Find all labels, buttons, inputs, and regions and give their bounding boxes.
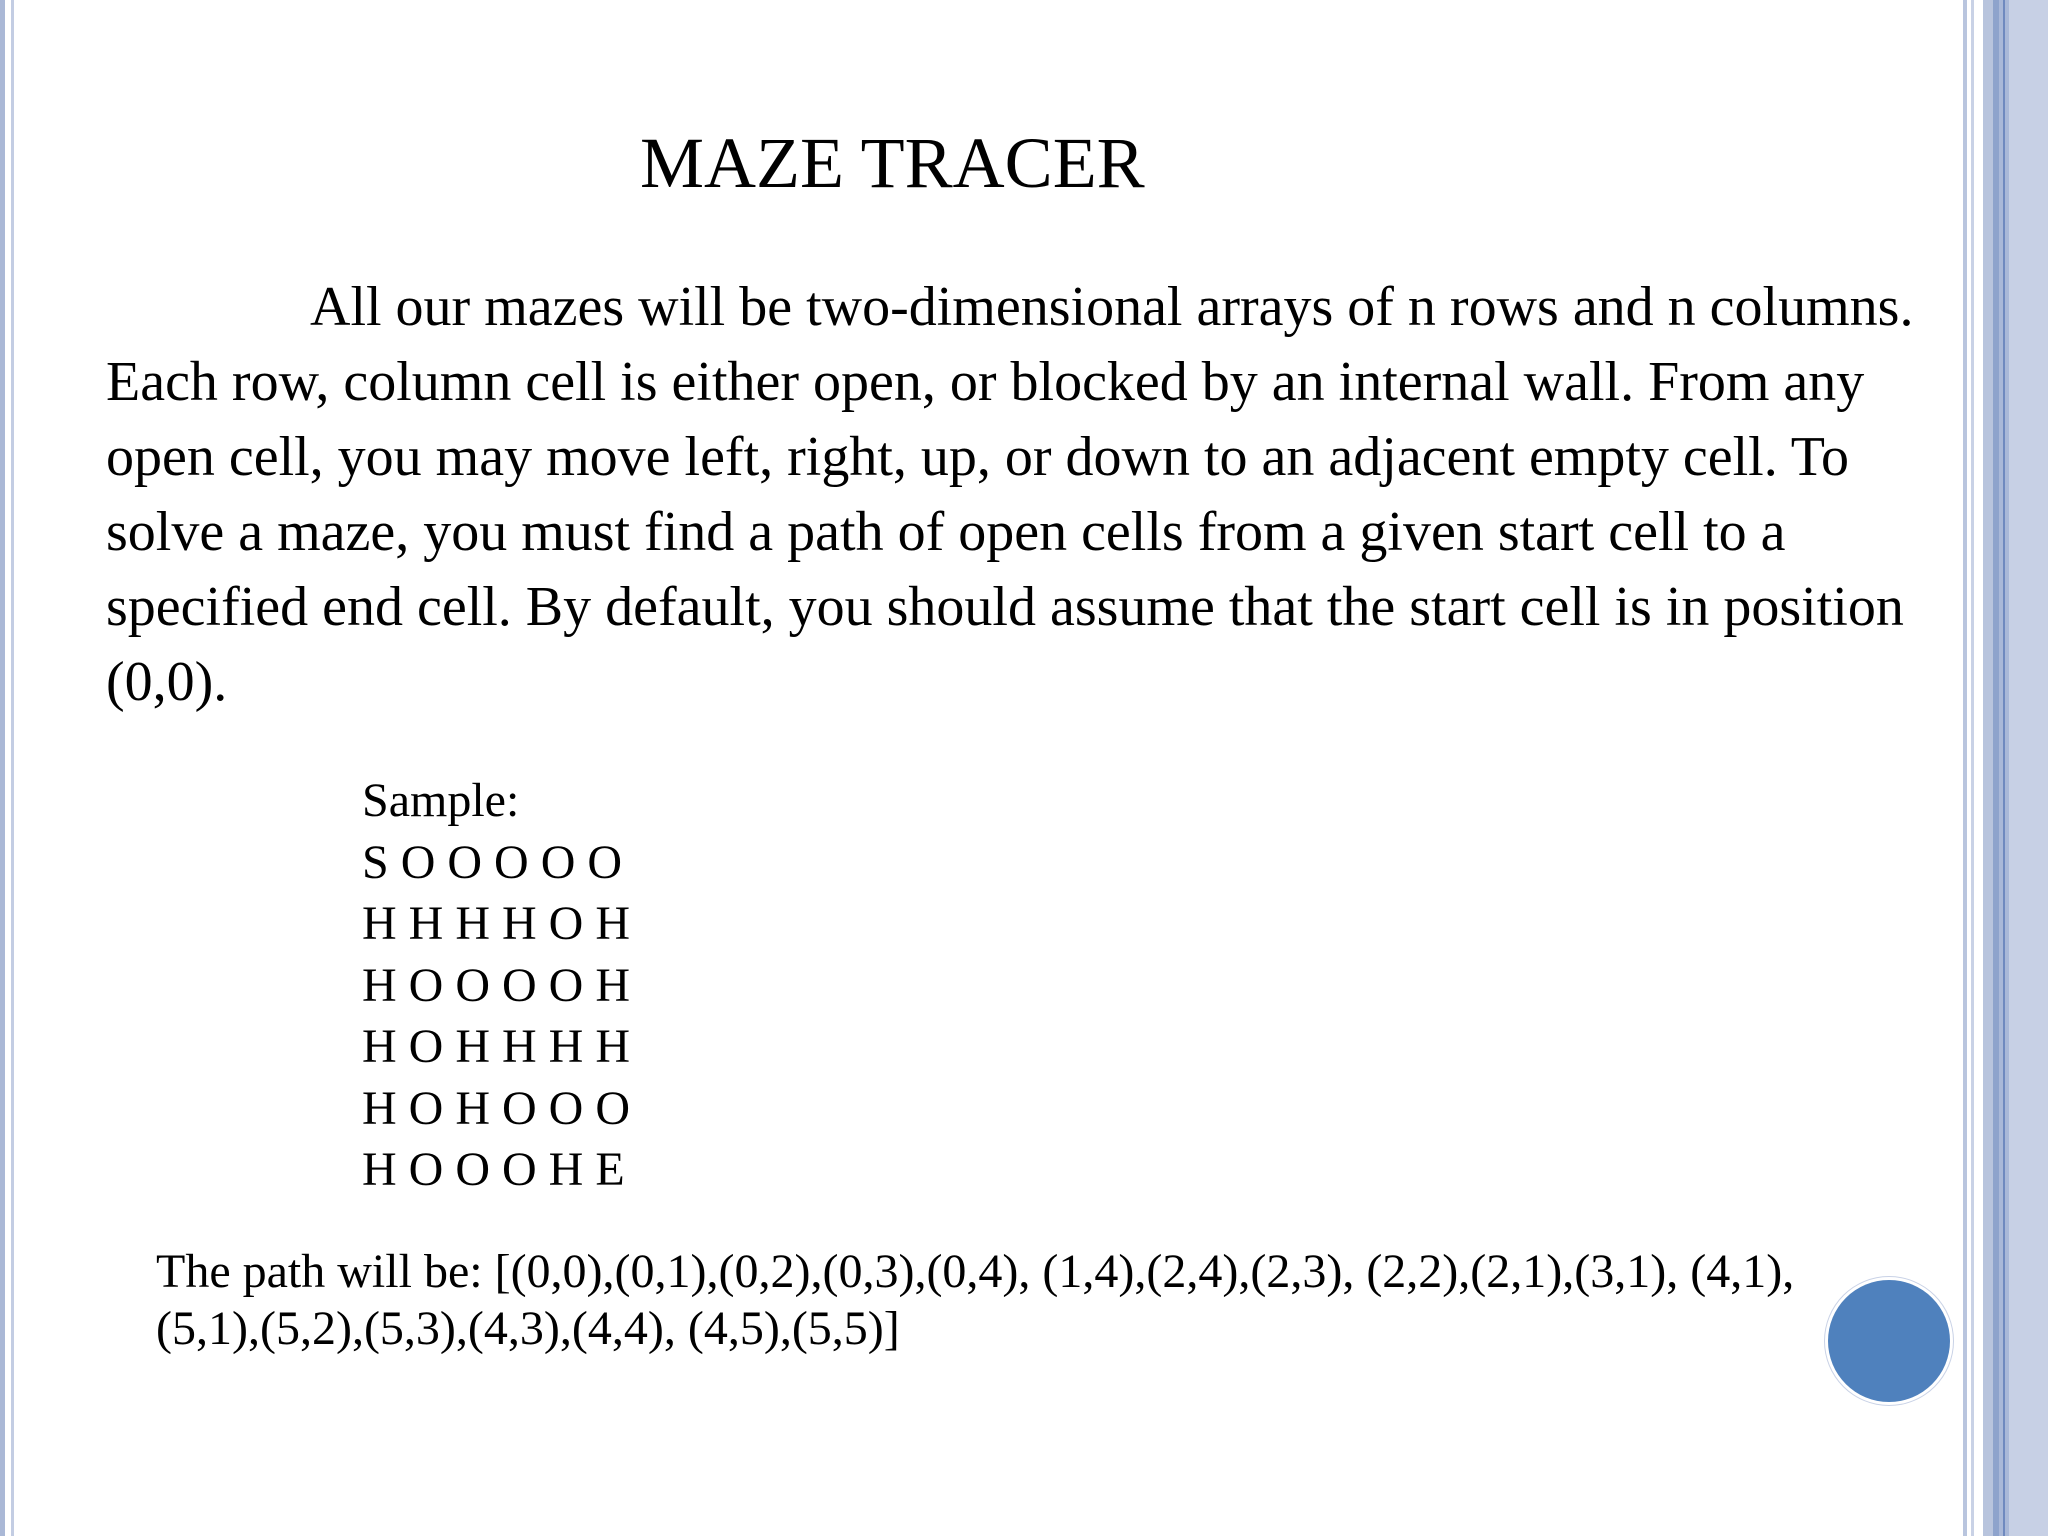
maze-row: S O O O O O [362, 835, 623, 889]
slide-paragraph: All our mazes will be two-dimensional arrays of n rows and n columns. Each row, column cell is either open, or blocked by an internal wall. From any open cell, you may move left, right, up, or down to an adjacent empty cell. To solve a maze, you must find a path of open cells from a given start cell to a specified end cell. By default, you should assume that the start cell is in position (0,0). [106, 276, 1914, 713]
slide-title: MAZE TRACER [640, 123, 1145, 203]
decorative-circle-icon [1828, 1280, 1950, 1402]
maze-row: H O H O O O [362, 1081, 630, 1135]
right-frame-band [1983, 0, 2048, 1536]
sample-label: Sample: [362, 774, 520, 827]
sample-maze [362, 770, 630, 1201]
path-solution-text: The path will be: [(0,0),(0,1),(0,2),(0,3),(0,4), (1,4),(2,4),(2,3), (2,2),(2,1),(3,1), (4,1),(5,1),(5,2),(5,3),(4,3),(4,4), (4,5),(5,5)] [156, 1245, 1795, 1355]
left-border-line-inner [11, 0, 14, 1536]
left-border-line [0, 0, 5, 1536]
right-border-line-inner [1971, 0, 1974, 1536]
right-frame-accent-line [2003, 0, 2005, 1536]
right-border-line [1963, 0, 1967, 1536]
maze-row: H O H H H H [362, 1020, 630, 1073]
maze-row: H H H H O H [362, 897, 630, 950]
maze-row: H O O O H E [362, 1143, 625, 1196]
maze-row: H O O O O H [362, 958, 630, 1012]
